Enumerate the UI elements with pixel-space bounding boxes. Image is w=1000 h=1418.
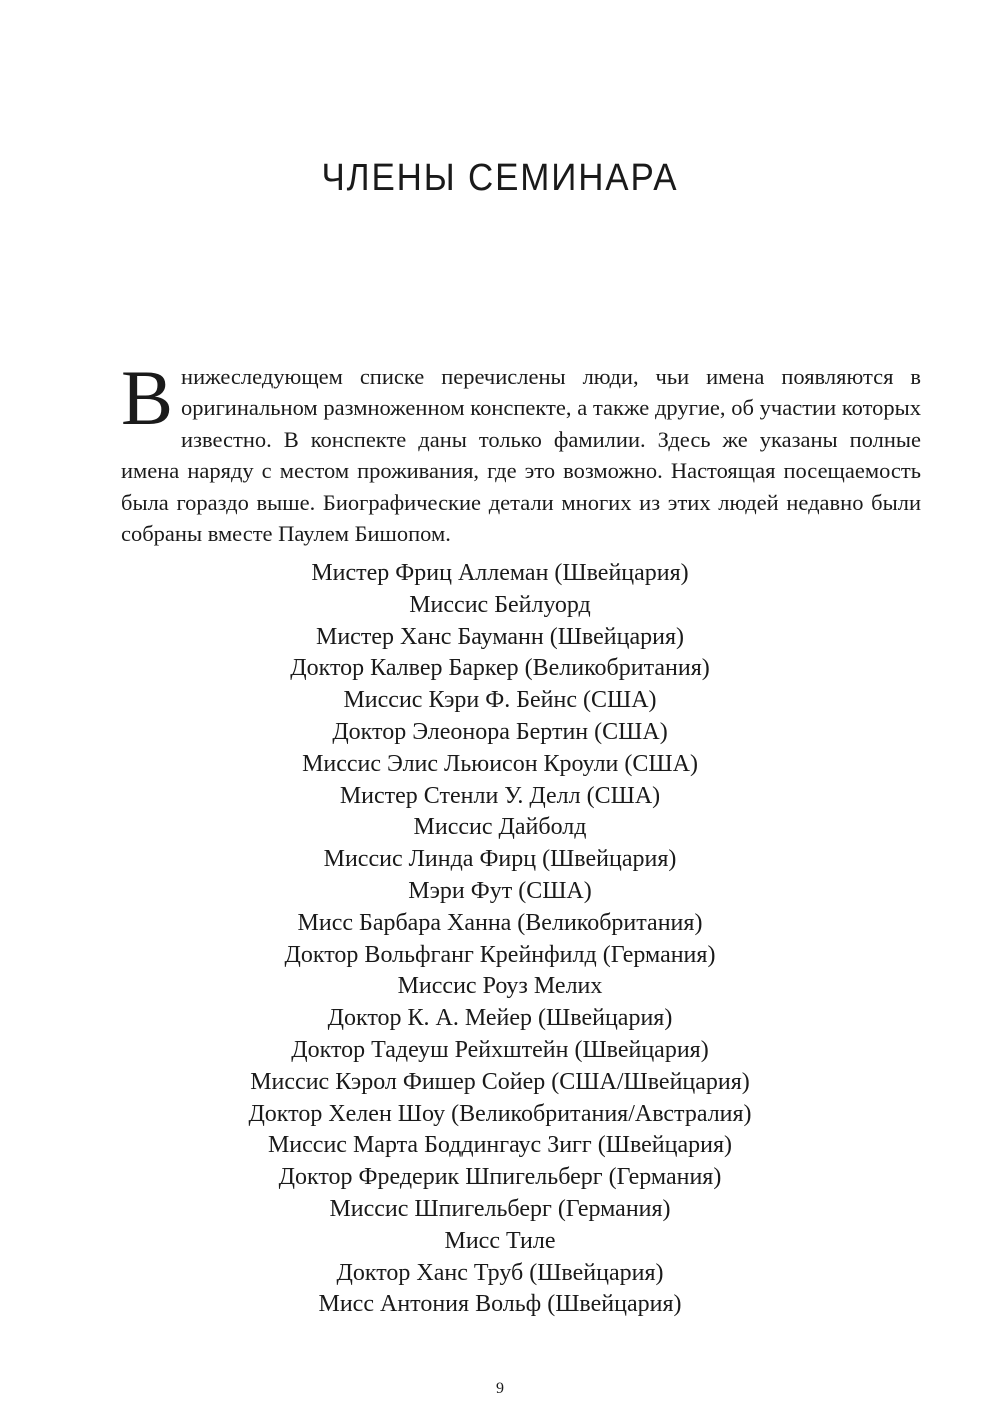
intro-paragraph	[121, 353, 921, 550]
member-entry: Мэри Фут (США)	[408, 877, 592, 904]
drop-cap: В	[121, 353, 174, 441]
member-entry: Миссис Кэри Ф. Бейнс (США)	[343, 687, 657, 714]
page-title: ЧЛЕНЫ СЕМИНАРА	[321, 157, 679, 200]
member-entry: Миссис Кэрол Фишер Сойер (США/Швейцария)	[250, 1068, 750, 1095]
member-entry: Доктор Элеонора Бертин (США)	[332, 718, 668, 745]
member-entry: Доктор Фредерик Шпигельберг (Германия)	[278, 1164, 722, 1191]
members-list	[0, 558, 1000, 1321]
member-entry: Миссис Роуз Мелих	[397, 973, 603, 1000]
member-entry: Доктор К. А. Мейер (Швейцария)	[327, 1005, 673, 1032]
member-entry: Мистер Ханс Бауманн (Швейцария)	[316, 623, 684, 650]
member-entry: Миссис Дайболд	[413, 814, 587, 841]
member-entry: Мисс Барбара Ханна (Великобритания)	[297, 909, 703, 936]
page-number: 9	[496, 1380, 504, 1397]
member-entry: Доктор Тадеуш Рейхштейн (Швейцария)	[291, 1036, 709, 1063]
member-entry: Доктор Ханс Труб (Швейцария)	[336, 1259, 664, 1286]
member-entry: Миссис Элис Льюисон Кроули (США)	[302, 750, 698, 777]
member-entry: Доктор Хелен Шоу (Великобритания/Австралия)	[248, 1100, 752, 1127]
member-entry: Доктор Калвер Баркер (Великобритания)	[290, 655, 710, 682]
member-entry: Миссис Линда Фирц (Швейцария)	[323, 846, 677, 873]
member-entry: Мисс Тиле	[444, 1227, 556, 1254]
member-entry: Миссис Шпигельберг (Германия)	[329, 1195, 671, 1222]
member-entry: Мистер Стенли У. Делл (США)	[339, 782, 661, 809]
member-entry: Мистер Фриц Аллеман (Швейцария)	[311, 560, 689, 586]
member-entry: Доктор Вольфганг Крейнфилд (Германия)	[284, 941, 716, 968]
intro-text: нижеследующем списке перечислены люди, чьи имена появляются в оригинальном размноженном конспекте, а также другие, об участии которых известно. В конспекте даны только фамилии. Здесь же указаны полные имена наряду с местом проживания, где это возможно. Настоящая посещаемость была гораздо выше. Биографические детали многих из этих людей недавно были собраны вместе Паулем Бишопом.	[121, 363, 921, 546]
member-entry: Мисс Антония Вольф (Швейцария)	[318, 1291, 682, 1318]
member-entry: Миссис Бейлуорд	[409, 591, 591, 618]
member-entry: Миссис Марта Боддингаус Зигг (Швейцария)	[267, 1132, 733, 1159]
